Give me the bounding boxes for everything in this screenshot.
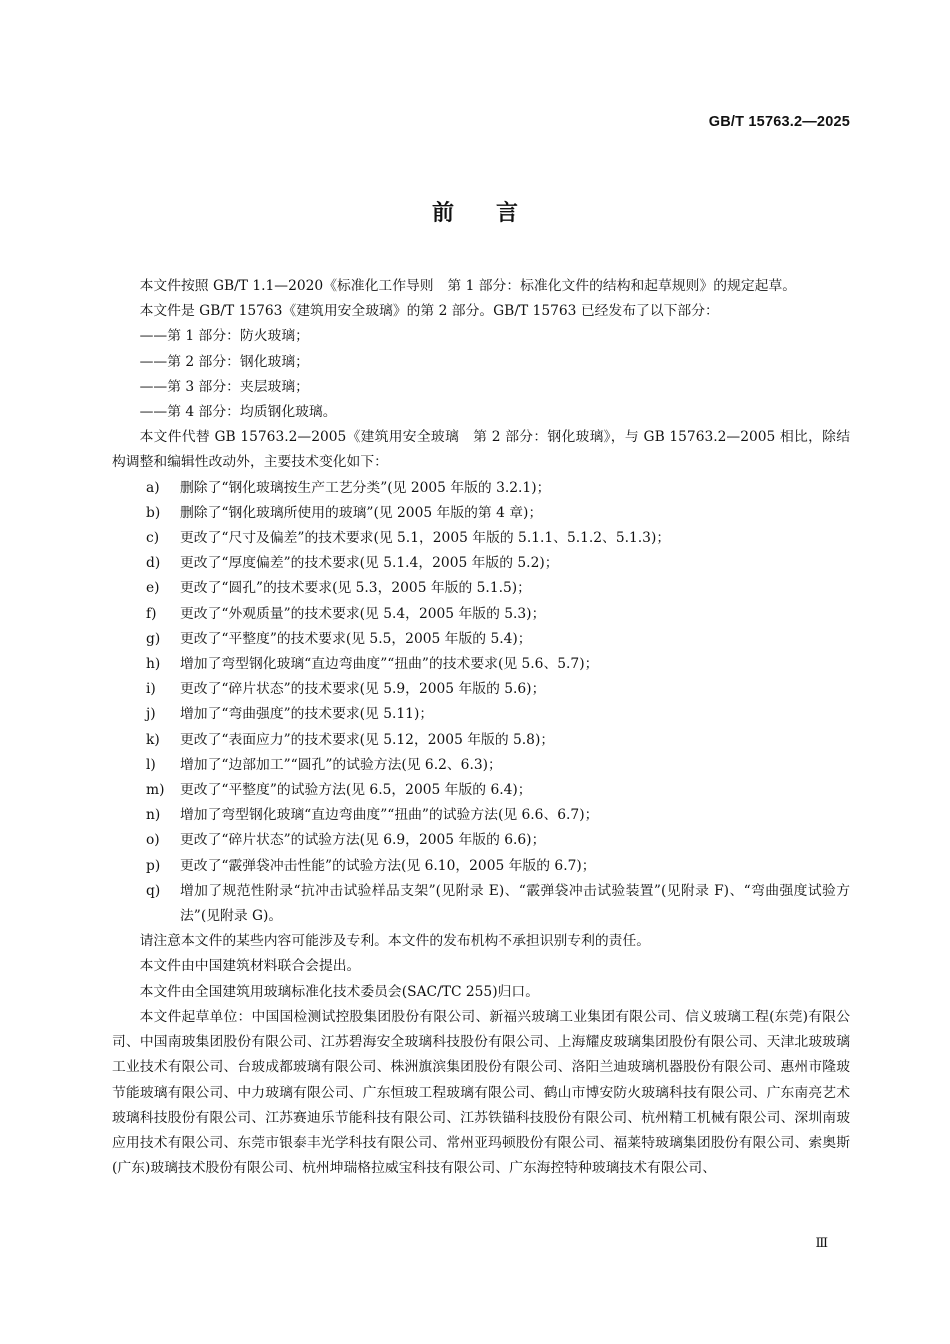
part-list-item: ——第 3 部分：夹层玻璃； bbox=[139, 378, 309, 395]
change-item-mark: i) bbox=[146, 681, 156, 698]
change-item bbox=[112, 652, 850, 677]
change-item-mark: d) bbox=[146, 555, 161, 572]
part-list-item: ——第 2 部分：钢化玻璃； bbox=[139, 353, 309, 370]
change-item bbox=[112, 728, 850, 753]
change-item-mark: l) bbox=[146, 756, 156, 773]
part-list-item: ——第 4 部分：均质钢化玻璃。 bbox=[139, 404, 337, 421]
change-item-text: 增加了规范性附录“抗冲击试验样品支架”(见附录 E)、“霰弹袋冲击试验装置”(见附录 F)、“弯曲强度试验方法”(见附录 G)。 bbox=[180, 882, 850, 925]
change-item-text: 删除了“钢化玻璃按生产工艺分类”(见 2005 年版的 3.2.1)； bbox=[180, 479, 551, 496]
change-item-text: 更改了“碎片状态”的试验方法(见 6.9，2005 年版的 6.6)； bbox=[180, 832, 546, 849]
change-item bbox=[112, 501, 850, 526]
change-item-mark: f) bbox=[146, 605, 157, 622]
change-item-text: 更改了“平整度”的试验方法(见 6.5，2005 年版的 6.4)； bbox=[180, 782, 532, 799]
proposer-statement: 本文件由中国建筑材料联合会提出。 bbox=[139, 958, 361, 975]
change-item-text: 增加了弯型钢化玻璃“直边弯曲度”“扭曲”的试验方法(见 6.6、6.7)； bbox=[180, 807, 599, 824]
change-item bbox=[112, 879, 850, 929]
change-item-text: 更改了“圆孔”的技术要求(见 5.3，2005 年版的 5.1.5)； bbox=[180, 580, 531, 597]
change-item-text: 更改了“霰弹袋冲击性能”的试验方法(见 6.10，2005 年版的 6.7)； bbox=[180, 857, 596, 874]
replacement-paragraph: 本文件代替 GB 15763.2—2005《建筑用安全玻璃 第 2 部分：钢化玻璃》，与 GB 15763.2—2005 相比，除结构调整和编辑性改动外，主要技术变化如下： bbox=[112, 429, 850, 471]
page-number: Ⅲ bbox=[815, 1236, 828, 1251]
change-item-text: 增加了“边部加工”“圆孔”的试验方法(见 6.2、6.3)； bbox=[180, 756, 502, 773]
change-item bbox=[112, 526, 850, 551]
change-item-text: 更改了“外观质量”的技术要求(见 5.4，2005 年版的 5.3)； bbox=[180, 605, 546, 622]
change-item bbox=[112, 778, 850, 803]
change-item-mark: g) bbox=[146, 630, 161, 647]
document-id: GB/T 15763.2—2025 bbox=[708, 114, 850, 130]
change-item bbox=[112, 551, 850, 576]
change-item bbox=[112, 828, 850, 853]
change-item bbox=[112, 702, 850, 727]
change-item-mark: e) bbox=[146, 580, 160, 597]
change-item-text: 更改了“平整度”的技术要求(见 5.5，2005 年版的 5.4)； bbox=[180, 630, 532, 647]
committee-statement: 本文件由全国建筑用玻璃标准化技术委员会(SAC/TC 255)归口。 bbox=[139, 983, 539, 1000]
change-item bbox=[112, 677, 850, 702]
change-item bbox=[112, 576, 850, 601]
foreword-body bbox=[112, 274, 850, 1181]
change-item-mark: q) bbox=[146, 882, 161, 899]
drafting-units: 本文件起草单位：中国国检测试控股集团股份有限公司、新福兴玻璃工业集团有限公司、信义玻璃工程(东莞)有限公司、中国南玻集团股份有限公司、江苏碧海安全玻璃科技股份有限公司、上海耀皮玻璃集团股份有限公司、天津北玻玻璃工业技术有限公司、台玻成都玻璃有限公司、株洲旗滨集团股份有限公司、洛阳兰迪玻璃机器股份有限公司、惠州市隆玻节能玻璃有限公司、中力玻璃有限公司、广东恒玻工程玻璃有限公司、鹤山市博安防火玻璃科技有限公司、广东南亮艺术玻璃科技股份有限公司、江苏赛迪乐节能科技有限公司、江苏铁锚科技股份有限公司、杭州精工机械有限公司、深圳南玻应用技术有限公司、东莞市银泰丰光学科技有限公司、常州亚玛顿股份有限公司、福莱特玻璃集团股份有限公司、索奥斯(广东)玻璃技术股份有限公司、杭州坤瑞格拉威宝科技有限公司、广东海控特种玻璃技术有限公司、 bbox=[112, 1008, 850, 1177]
change-item bbox=[112, 602, 850, 627]
change-item bbox=[112, 854, 850, 879]
change-item bbox=[112, 753, 850, 778]
change-item-text: 更改了“表面应力”的技术要求(见 5.12，2005 年版的 5.8)； bbox=[180, 731, 555, 748]
page-title: 前言 bbox=[431, 201, 560, 226]
technical-changes-list bbox=[112, 476, 850, 930]
change-item-text: 增加了弯型钢化玻璃“直边弯曲度”“扭曲”的技术要求(见 5.6、5.7)； bbox=[180, 656, 599, 673]
change-item-mark: j) bbox=[146, 706, 156, 723]
change-item bbox=[112, 803, 850, 828]
patent-notice: 请注意本文件的某些内容可能涉及专利。本文件的发布机构不承担识别专利的责任。 bbox=[139, 933, 651, 950]
change-item bbox=[112, 627, 850, 652]
change-item-text: 删除了“钢化玻璃所使用的玻璃”(见 2005 年版的第 4 章)； bbox=[180, 504, 543, 521]
intro-paragraph: 本文件按照 GB/T 1.1—2020《标准化工作导则 第 1 部分：标准化文件的结构和起草规则》的规定起草。 bbox=[139, 278, 797, 294]
change-item-mark: a) bbox=[146, 479, 160, 496]
change-item-mark: p) bbox=[146, 857, 161, 874]
intro-paragraph: 本文件是 GB/T 15763《建筑用安全玻璃》的第 2 部分。GB/T 15763 已经发布了以下部分： bbox=[139, 303, 719, 320]
change-item bbox=[112, 476, 850, 501]
part-list-item: ——第 1 部分：防火玻璃； bbox=[139, 328, 309, 345]
change-item-mark: h) bbox=[146, 656, 161, 673]
change-item-text: 更改了“厚度偏差”的技术要求(见 5.1.4，2005 年版的 5.2)； bbox=[180, 555, 559, 572]
change-item-mark: m) bbox=[146, 782, 165, 799]
change-item-text: 更改了“碎片状态”的技术要求(见 5.9，2005 年版的 5.6)； bbox=[180, 681, 546, 698]
change-item-mark: b) bbox=[146, 504, 161, 521]
change-item-mark: o) bbox=[146, 832, 160, 849]
change-item-text: 更改了“尺寸及偏差”的技术要求(见 5.1，2005 年版的 5.1.1、5.1.2、5.1.3)； bbox=[180, 530, 671, 547]
change-item-mark: n) bbox=[146, 807, 161, 824]
change-item-mark: k) bbox=[146, 731, 160, 748]
change-item-mark: c) bbox=[146, 530, 160, 547]
change-item-text: 增加了“弯曲强度”的技术要求(见 5.11)； bbox=[180, 706, 434, 723]
